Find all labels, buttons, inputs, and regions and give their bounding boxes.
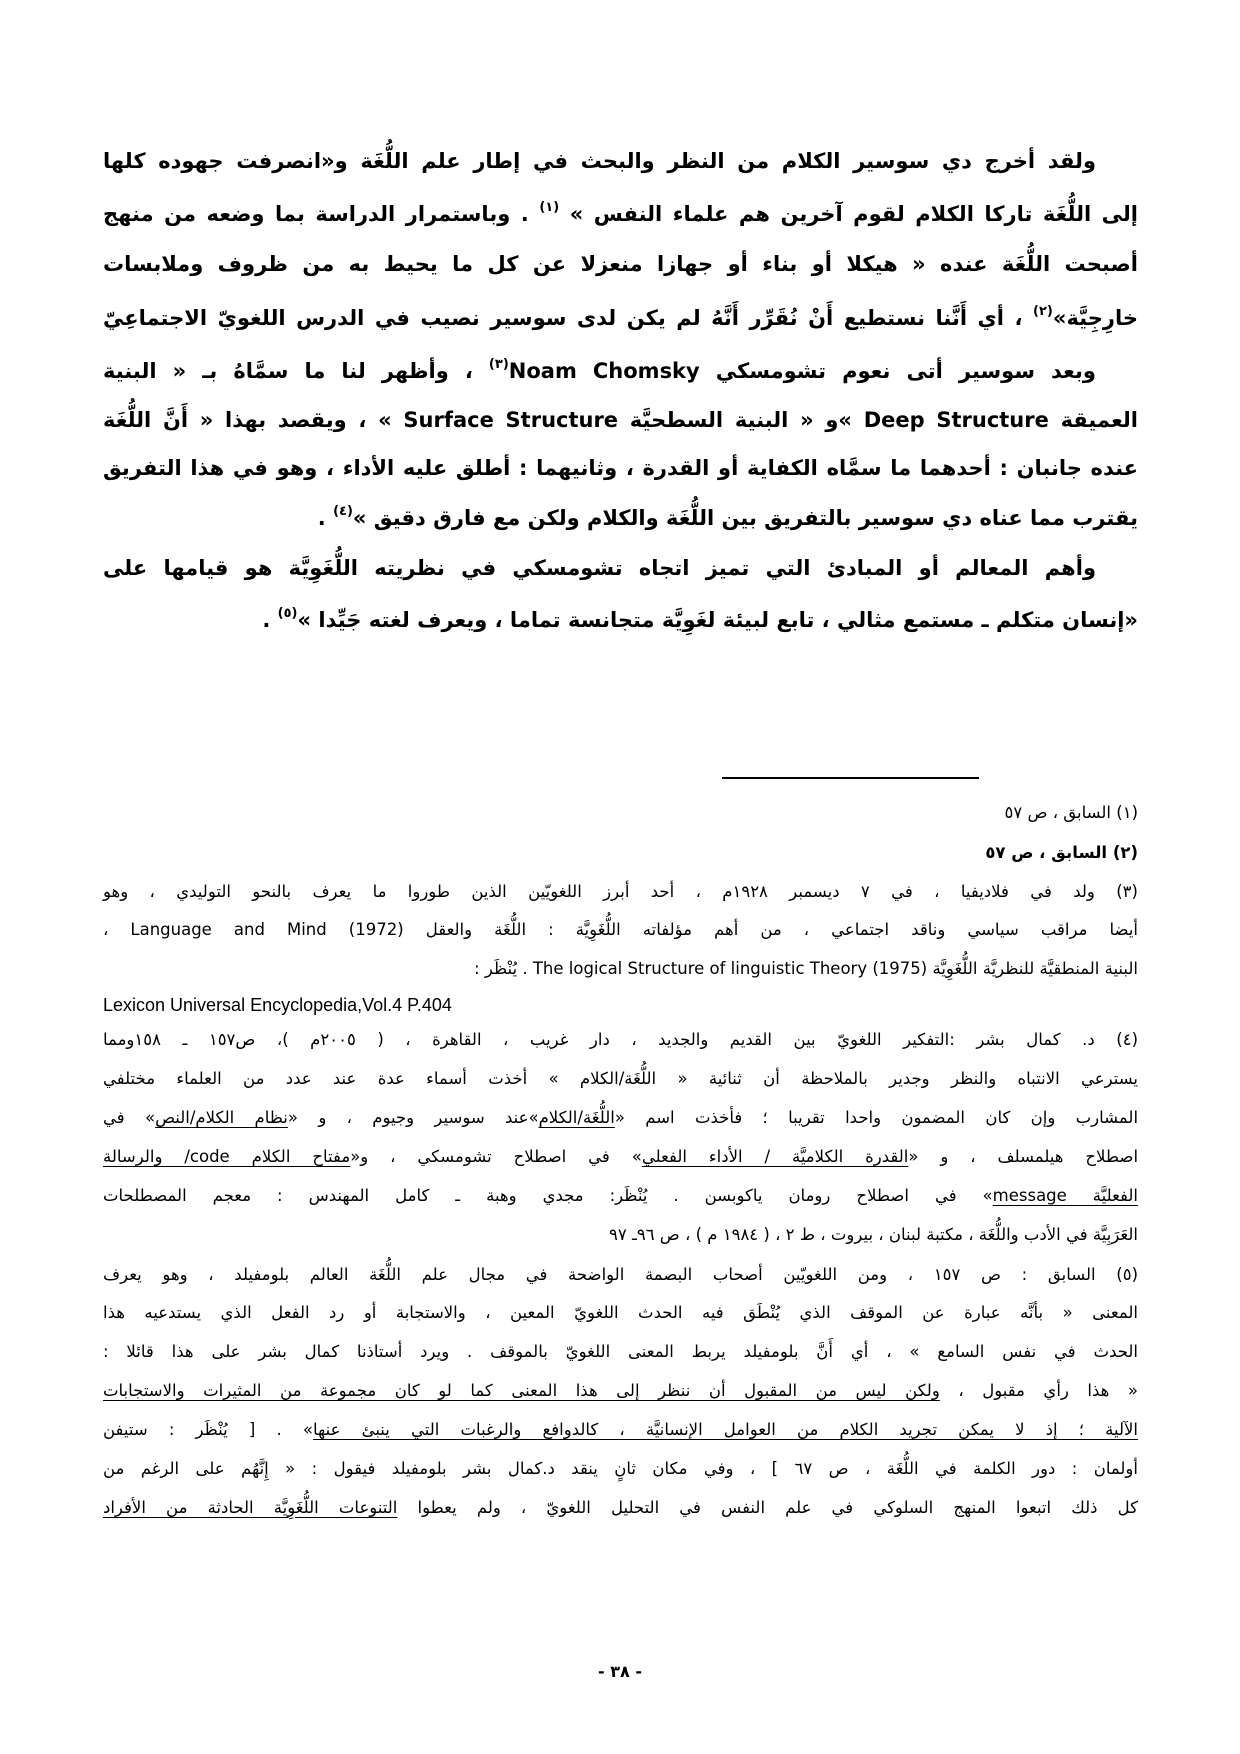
body-line: ولقد أخرج دي سوسير الكلام من النظر والبحث في إطار علم اللُّغَة و«انصرفت جهوده كلها — [103, 149, 1096, 173]
footnote-line: أيضا مراقب سياسي وناقد اجتماعي ، من أهم مؤلفاته اللُّغَوِيَّة : اللُّغَة والعقل (1972) Language and Mind ، — [103, 920, 1139, 939]
footnote-line: (٥) السابق : ص ١٥٧ ، ومن اللغويّين أصحاب البصمة الواضحة في مجال علم اللُّغَة العالم بلومفيلد ، وهو يعرف — [103, 1265, 1138, 1284]
footnote-line: (٢) السابق ، ص ٥٧ — [985, 843, 1138, 862]
underlined-quote: التنوعات اللُّغَوِيَّة الحادثة من الأفراد — [103, 1498, 398, 1517]
text: » في اصطلاح تشومسكي ، و« — [350, 1147, 642, 1166]
text: » في — [103, 1108, 156, 1127]
text: . — [317, 506, 326, 530]
footnote-ref: (٤) — [333, 504, 353, 519]
footnote-line: Lexicon Universal Encyclopedia,Vol.4 P.404 — [103, 995, 452, 1015]
footnote-line — [103, 1417, 1138, 1443]
text: وبعد سوسير أتى نعوم تشومسكي Noam Chomsky — [508, 359, 1096, 383]
underlined-term: نظام الكلام/النص — [155, 1108, 288, 1127]
text: يقترب مما عناه دي سوسير بالتفريق بين اللُّغَة والكلام ولكن مع فارق دقيق » — [352, 506, 1138, 530]
text: المشارب وإن كان المضمون واحدا تقريبا ؛ فأخذت اسم « — [614, 1108, 1139, 1127]
footnote-line: البنية المنطقيَّة للنظريَّة اللُّغَوِيَّة (1975) The logical Structure of linguistic Theory . يُنْظَر : — [474, 959, 1138, 978]
footnote-ref: (٥) — [277, 606, 298, 621]
text: خارِجِيَّة» — [1052, 306, 1138, 330]
footnote-line: الحدث في نفس السامع » ، أي أَنَّ بلومفيلد يربط المعنى اللغويّ بالموقف . ويرد أستاذنا كمال بشر على هذا قائلا : — [103, 1342, 1138, 1361]
footnote-line: أولمان : دور الكلمة في اللُّغَة ، ص ٦٧ ] ، وفي مكان ثانٍ ينقد د.كمال بشر بلومفيلد فيقول : « إِنَّهُم على الرغم من — [103, 1459, 1138, 1478]
footnote-ref: (٣) — [488, 357, 509, 372]
text: » في اصطلاح رومان ياكوبسن . يُنْظَر: مجدي وهبة ـ كامل المهندس : معجم المصطلحات — [103, 1186, 993, 1205]
footnote-line: يسترعي الانتباه والنظر وجدير بالملاحظة أن ثنائية « اللُّغَة/الكلام » أخذت أسماء عدة عند عدد من العلماء مختلفي — [103, 1069, 1138, 1088]
text: إلى اللُّغَة تاركا الكلام لقوم آخرين هم علماء النفس » — [569, 202, 1139, 226]
underlined-term: القدرة الكلاميَّة / الأداء الفعلي — [641, 1147, 909, 1166]
footnote-line: (١) السابق ، ص ٥٧ — [1004, 803, 1138, 822]
footnote-line: (٣) ولد في فلاديفيا ، في ٧ ديسمبر ١٩٢٨م ، أحد أبرز اللغويّين الذين طوروا ما يعرف بالنحو التوليدي ، وهو — [103, 882, 1138, 901]
footnote-ref: (١) — [539, 200, 560, 215]
page-number: - ٣٨ - — [598, 1662, 642, 1681]
text: ، وأظهر لنا ما سمَّاهُ بـ « البنية — [103, 359, 473, 383]
text: اصطلاح هيلمسلف ، و « — [908, 1147, 1139, 1166]
text: ، أي أَنَّنا نستطيع أَنْ نُقَرِّر أَنَّهُ لم يكن لدى سوسير نصيب في الدرس اللغويّ الاجتماعِيّ — [103, 306, 1023, 330]
footnote-line: المعنى « بأنَّه عبارة عن الموقف الذي يُنْطَق فيه الحدث اللغويّ المعين ، والاستجابة أو رد الفعل الذي يستدعيه هذا — [103, 1303, 1138, 1322]
body-line: العميقة Deep Structure »و « البنية السطحيَّة Surface Structure » ، ويقصد بهذا « أَنَّ اللُّغَة — [103, 408, 1139, 432]
footnote-separator — [722, 777, 979, 779]
footnote-line — [103, 1495, 1138, 1521]
body-line: وأهم المعالم أو المبادئ التي تميز اتجاه تشومسكي في نظريته اللُّغَوِيَّة هو قيامها على — [103, 556, 1096, 580]
text: . — [262, 608, 271, 632]
footnote-line — [103, 1183, 1138, 1209]
text: » . [ يُنْظَر : ستيفن — [103, 1420, 313, 1439]
body-line: أصبحت اللُّغَة عنده « هيكلا أو بناء أو جهازا منعزلا عن كل ما يحيط به من ظروف وملابسات — [103, 252, 1138, 276]
underlined-term: الفعليَّة message — [992, 1186, 1138, 1205]
body-line — [103, 356, 1138, 386]
underlined-term: مفتاح الكلام code/ والرسالة — [103, 1147, 351, 1166]
body-line — [103, 605, 1138, 635]
body-line — [103, 303, 1138, 333]
body-line — [103, 199, 1138, 229]
footnote-line: العَرَبِيَّة في الأدب واللُّغَة ، مكتبة لبنان ، بيروت ، ط ٢ ، ( ١٩٨٤ م ) ، ص ٩٦ـ ٩٧ — [609, 1225, 1138, 1244]
text: «إنسان متكلم ـ مستمع مثالي ، تابع لبيئة لغَوِيَّة متجانسة تماما ، ويعرف لغته جَيِّدا » — [297, 608, 1138, 632]
underlined-quote: ولكن ليس من المقبول أن ننظر إلى هذا المعنى كما لو كان مجموعة من المثيرات والاستجابات — [103, 1381, 940, 1400]
underlined-quote: الآلية ؛ إذ لا يمكن تجريد الكلام من العوامل الإنسانيَّة ، كالدوافع والرغبات التي ينبئ عنها — [312, 1420, 1138, 1439]
text: « هذا رأي مقبول ، — [939, 1381, 1138, 1400]
footnote-line: (٤) د. كمال بشر :التفكير اللغويّ بين القديم والجديد ، دار غريب ، القاهرة ، ( ٢٠٠٥م )، ص١٥٧ ـ ١٥٨ومما — [103, 1030, 1139, 1049]
text: »عند سوسير وجيوم ، و « — [287, 1108, 539, 1127]
footnote-ref: (٢) — [1033, 304, 1053, 319]
text: كل ذلك اتبعوا المنهج السلوكي في علم النفس في التحليل اللغويّ ، ولم يعطوا — [397, 1498, 1138, 1517]
footnote-line — [103, 1144, 1138, 1170]
text: . وباستمرار الدراسة بما وضعه من منهج — [103, 202, 529, 226]
body-line: عنده جانبان : أحدهما ما سمَّاه الكفاية أو القدرة ، وثانيهما : أطلق عليه الأداء ، وهو في هذا التفريق — [103, 456, 1138, 480]
footnote-line — [103, 1378, 1138, 1404]
footnote-line — [103, 1105, 1138, 1131]
underlined-term: اللُّغَة/الكلام — [538, 1108, 615, 1127]
body-line — [103, 503, 1138, 533]
